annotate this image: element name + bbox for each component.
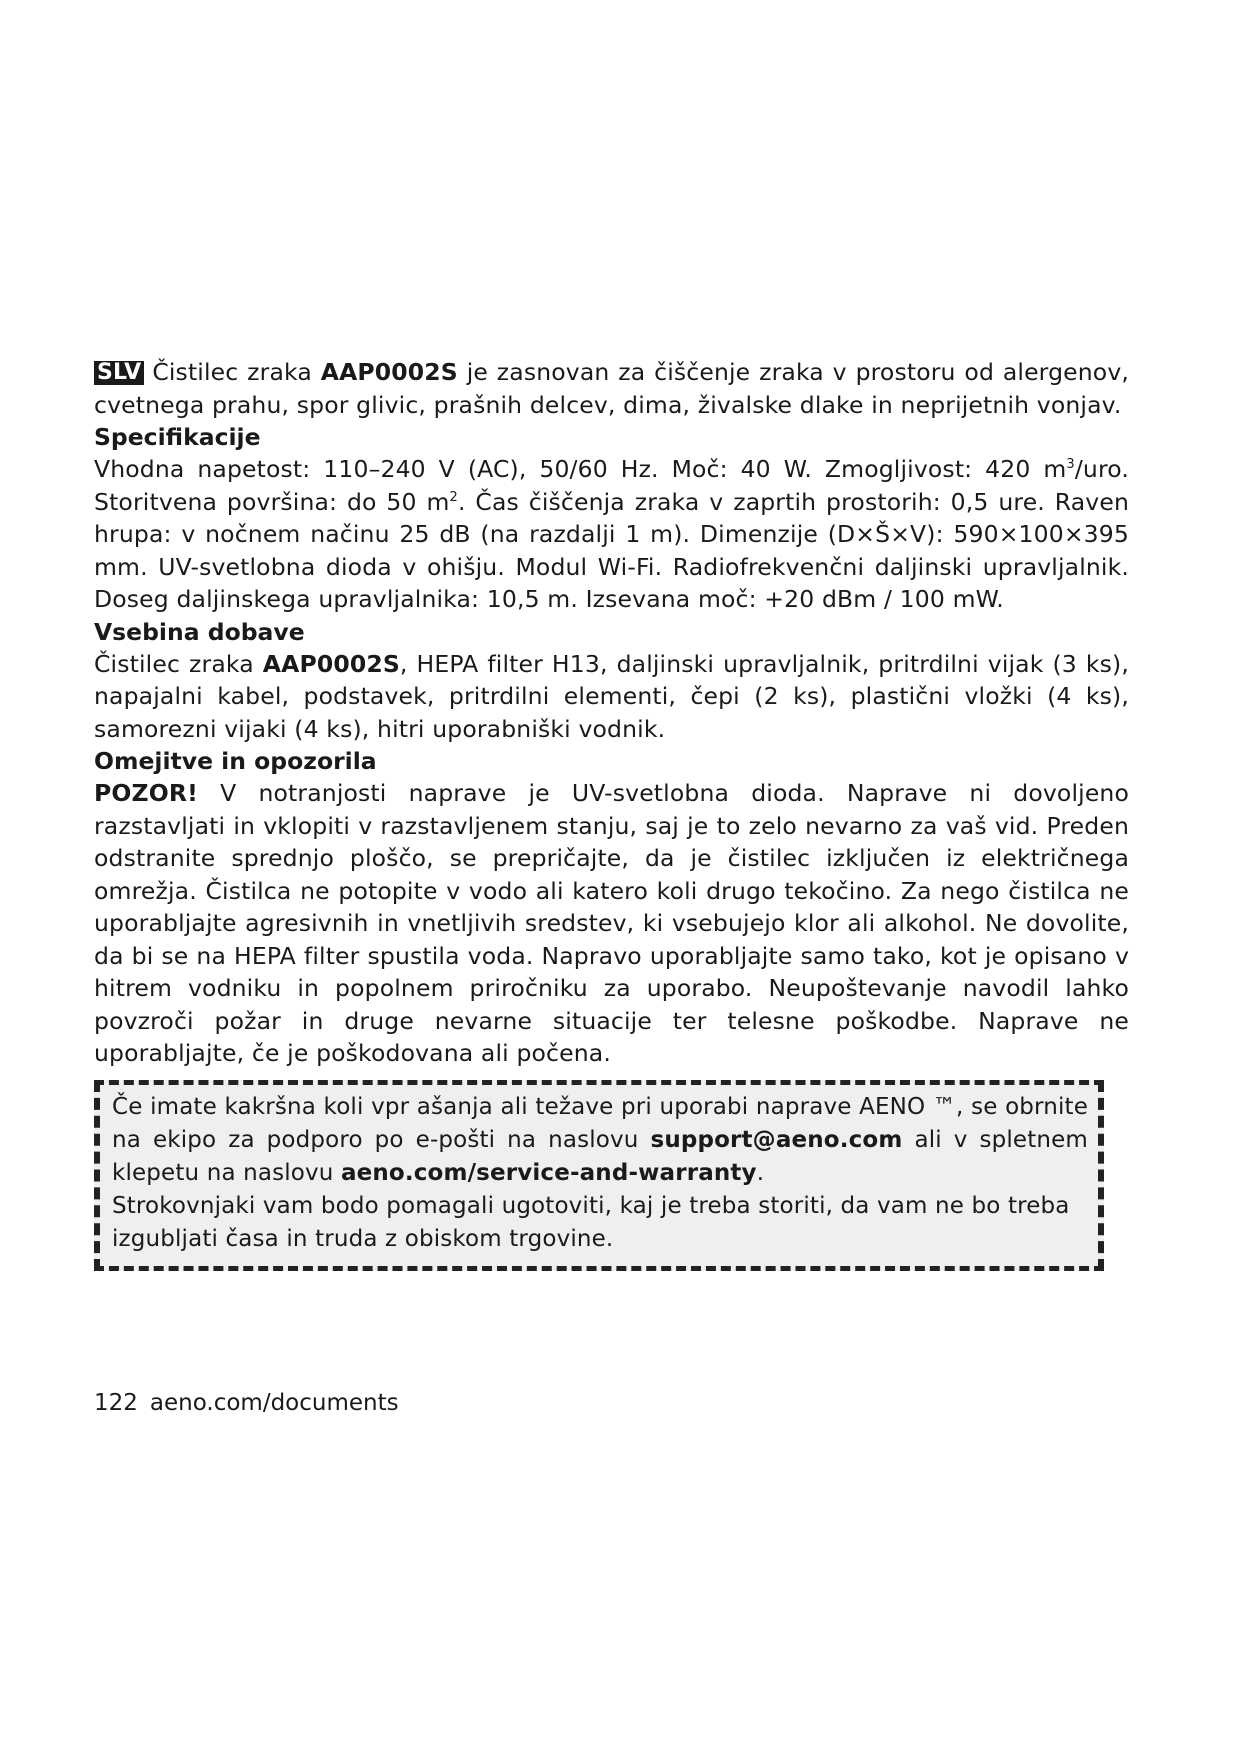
support-paragraph: Če imate kakršna koli vpr ašanja ali težave pri uporabi naprave AENO ™, se obrnite na ekipo za podporo po e-pošti na naslovu support@aeno.com ali v spletnem klepetu na naslovu aeno.com/service-and-warranty. <box>112 1093 1088 1186</box>
model-name: AAP0002S <box>262 649 400 678</box>
page-number: 122 <box>94 1390 138 1416</box>
model-name: AAP0002S <box>320 358 458 386</box>
manual-page <box>94 356 1129 1271</box>
contents-heading: Vsebina dobave <box>94 617 305 646</box>
service-warranty-link[interactable]: aeno.com/service-and-warranty <box>340 1159 757 1186</box>
warnings-paragraph: POZOR! V notranjosti naprave je UV-svetlobna dioda. Naprave ni dovoljeno razstavljati in vklopiti v razstavljenem stanju, saj je to zelo nevarno za vaš vid. Preden odstranite sprednjo ploščo, se prepričajte, da je čistilec izključen iz električnega omrežja. Čistilca ne potopite v vodo ali katero koli drugo tekočino. Za nego čistilca ne uporabljajte agresivnih in vnetljivih sredstev, ki vsebujejo klor ali alkohol. Ne dovolite, da bi se na HEPA filter spustila voda. Napravo uporabljajte samo tako, kot je opisano v hitrem vodniku in popolnem priročniku za uporabo. Neupoštevanje navodil lahko povzroči požar in druge nevarne situacije ter telesne poškodbe. Naprave ne uporabljajte, če je poškodovana ali počena. <box>94 779 1129 1067</box>
support-help-paragraph: Strokovnjaki vam bodo pomagali ugotoviti, kaj je treba storiti, da vam ne bo treba izgubljati časa in truda z obiskom trgovine. <box>112 1192 1070 1252</box>
specs-heading: Specifikacije <box>94 423 261 451</box>
language-badge: SLV <box>94 361 144 385</box>
intro-paragraph: SLV Čistilec zraka AAP0002S je zasnovan za čiščenje zraka v prostoru od alergenov, cvetnega prahu, spor glivic, prašnih delcev, dima, živalske dlake in neprijetnih vonjav. <box>94 358 1129 419</box>
warnings-heading: Omejitve in opozorila <box>94 747 377 775</box>
documents-link[interactable]: aeno.com/documents <box>149 1390 399 1416</box>
page-footer <box>94 1388 399 1418</box>
support-box <box>94 1080 1104 1271</box>
contents-paragraph: Čistilec zraka AAP0002S, HEPA filter H13, daljinski upravljalnik, pritrdilni vijak (3 ks), napajalni kabel, podstavek, pritrdilni elementi, čepi (2 ks), plastični vložki (4 ks), samorezni vijaki (4 ks), hitri uporabniški vodnik. <box>94 649 1129 743</box>
specs-paragraph: Vhodna napetost: 110–240 V (AC), 50/60 Hz. Moč: 40 W. Zmogljivost: 420 $m^3$/uro. Storitvena površina: do 50 $m^2$. Čas čiščenja zraka v zaprtih prostorih: 0,5 ure. Raven hrupa: v nočnem načinu 25 dB (na razdalji 1 m). Dimenzije (D×Š×V): 590×100×395 mm. UV-svetlobna dioda v ohišju. Modul Wi-Fi. Radiofrekvenčni daljinski upravljalnik. Doseg daljinskega upravljalnika: 10,5 m. Izsevana moč: +20 dBm / 100 mW. <box>94 455 1129 613</box>
support-email-link[interactable]: support@aeno.com <box>650 1126 903 1153</box>
warning-label: POZOR! <box>94 779 198 807</box>
